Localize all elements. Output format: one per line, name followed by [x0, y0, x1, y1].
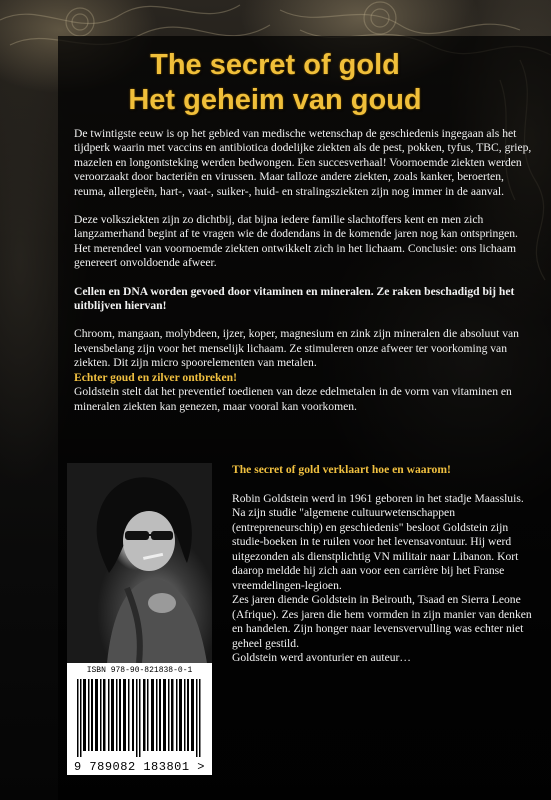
isbn-digits: 9 789082 183801 > [74, 760, 205, 774]
minerals-text: Chroom, mangaan, molybdeen, ijzer, koper, magnesium en zink zijn mineralen die absoluut van levensbelang zijn voor het menselijk lichaam. Ze stimuleren onze afweer ter voorkoming van ziekten. Dit zijn micro spoorelementen van metalen. [74, 327, 519, 370]
gold-silver-missing: Echter goud en zilver ontbreken! [74, 370, 237, 384]
title-line-english: The secret of gold [150, 49, 400, 81]
paragraph-cells-dna: Cellen en DNA worden gevoed door vitaminen en mineralen. Ze raken beschadigd bij het uitblijven hiervan! [74, 284, 515, 313]
paragraph-intro: De twintigste eeuw is op het gebied van medische wetenschap de geschiedenis ingegaan als het tijdperk waarin met vaccins en antibiotica dodelijke ziekten als de pest, pokken, tyfus, TBC, griep, mazelen en longontsteking werden bedwongen. Een succesverhaal! Voornoemde ziekten werden veroorzaakt door bacteriën en virussen. Maar talloze andere ziekten, zoals kanker, beroerten, reuma, allergieën, hart-, vaat-, suiker-, huid- en stralingsziekten zijn nog immer in de aanval. [74, 127, 532, 198]
author-photo [67, 463, 212, 663]
goldstein-claim: Goldstein stelt dat het preventief toedienen van deze edelmetalen in de vorm van vitaminen en mineralen ziekten kan genezen, maar vooral kan voorkomen. [74, 385, 512, 413]
bio-paragraph-2: Zes jaren diende Goldstein in Beirouth, Tsaad en Sierra Leone (Afrique). Zes jaren die hem vormden in zijn manier van denken en handelen. Zijn honger naar levensvervulling was echter niet geheel gestild. [232, 593, 532, 650]
isbn-label: ISBN 978-90-821838-0-1 [86, 666, 193, 675]
author-bio [232, 463, 532, 666]
barcode [67, 663, 212, 775]
blurb-text [74, 127, 536, 428]
title-line-dutch: Het geheim van goud [128, 84, 422, 116]
cover-title [60, 48, 490, 118]
paragraph-diseases: Deze volksziekten zijn zo dichtbij, dat bijna iedere familie slachtoffers kent en men zich langzamerhand begint af te vragen wie de dodendans in de komende jaren nog kan ontspringen. Het merendeel van voornoemde ziekten ontwikkelt zich in het lichaam. Conclusie: ons lichaam genereert onvoldoende afweer. [74, 213, 518, 270]
bio-paragraph-3: Goldstein werd avonturier en auteur… [232, 651, 412, 664]
bio-heading: The secret of gold verklaart hoe en waarom! [232, 463, 451, 476]
bio-paragraph-1: Robin Goldstein werd in 1961 geboren in het stadje Maassluis. Na zijn studie "algemene cultuurwetenschappen (entrepreneurschip) en geschiedenis" besloot Goldstein zijn studie-boeken in te ruilen voor het levensavontuur. Hij werd uitgezonden als dienstplichtig VN militair naar Libanon. Kort daarop meldde hij zich aan voor een carrière bij het Franse vreemdelingen-legioen. [232, 491, 524, 592]
paragraph-minerals [74, 327, 536, 413]
author-photo-image [67, 463, 212, 663]
barcode-bars [75, 679, 205, 757]
